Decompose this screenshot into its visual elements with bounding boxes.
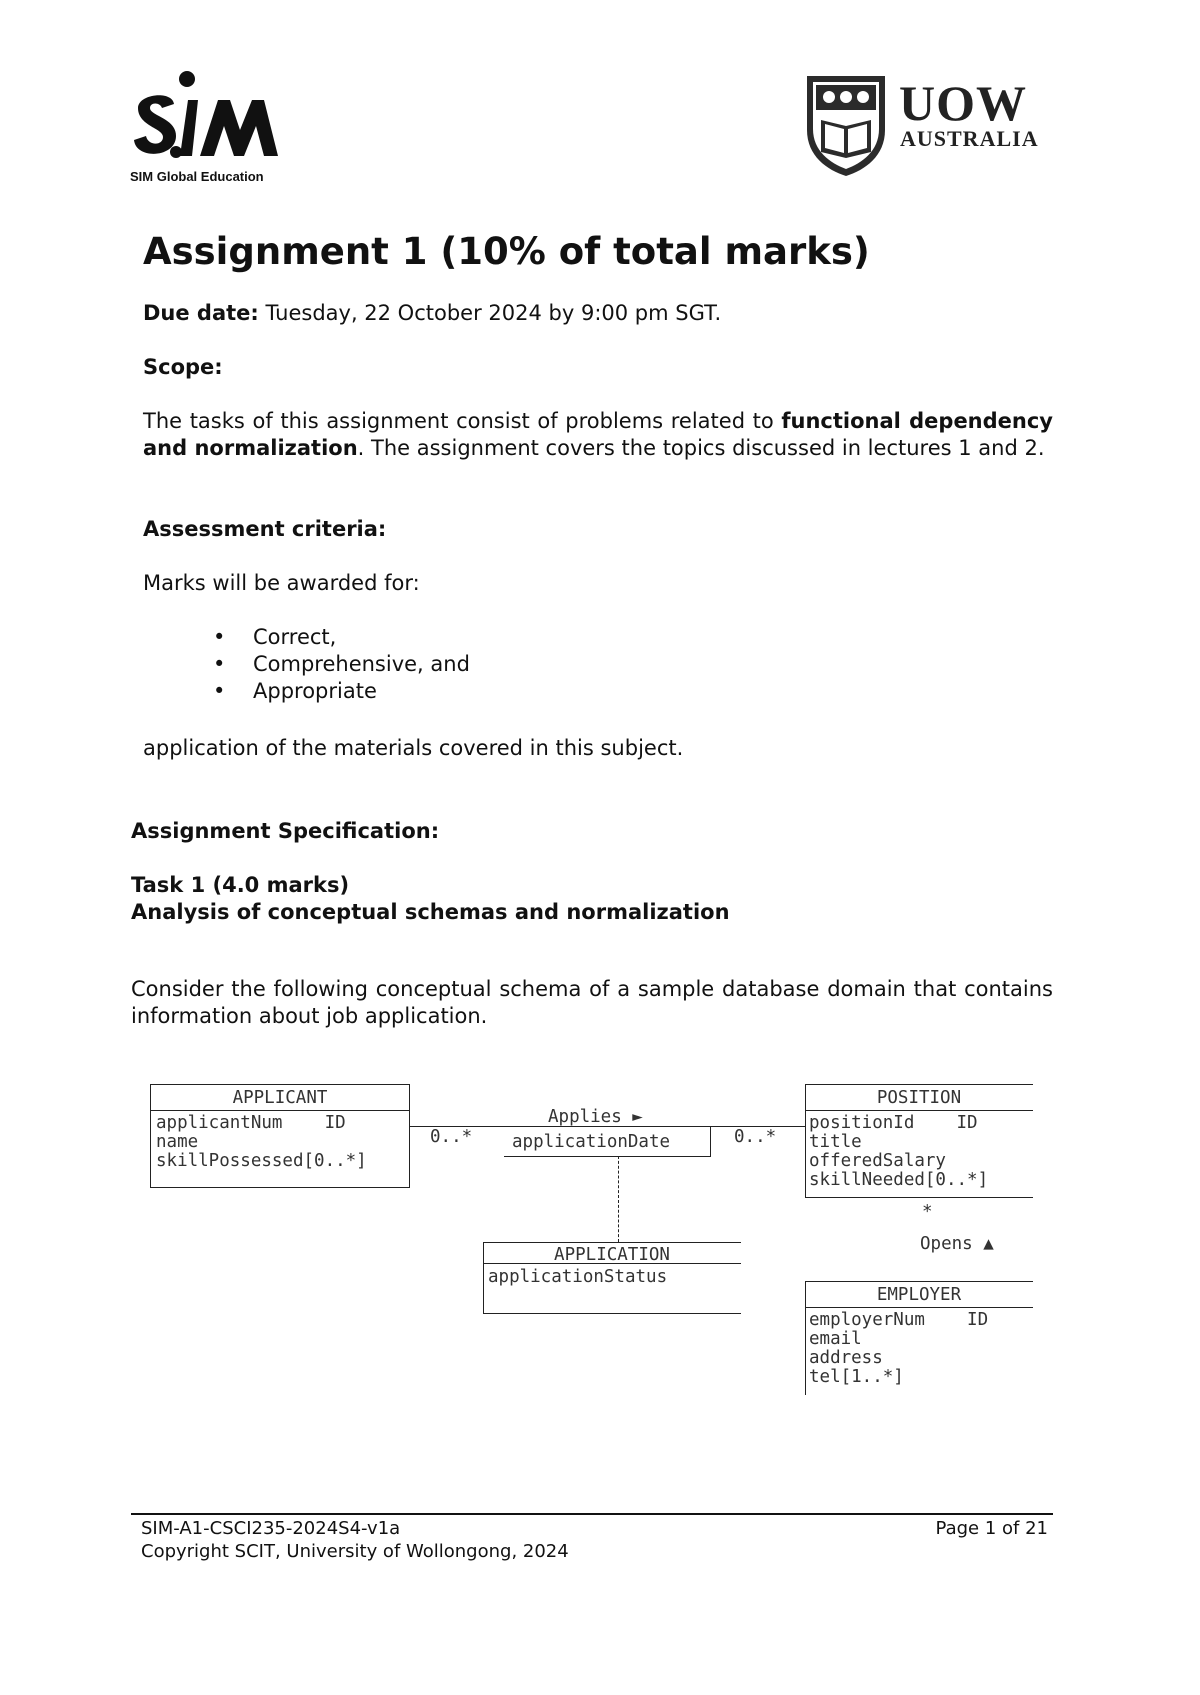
applicant-class xyxy=(150,1084,410,1188)
position-attr: skillNeeded[0..*] xyxy=(809,1170,989,1190)
employer-attr: email xyxy=(809,1329,862,1349)
scope-text-before: The tasks of this assignment consist of problems related to xyxy=(143,409,782,433)
criteria-list xyxy=(143,624,843,705)
scope-paragraph xyxy=(143,408,1053,462)
list-item: • Correct, xyxy=(143,624,843,651)
application-class-name: APPLICATION xyxy=(554,1245,670,1265)
employer-class-name: EMPLOYER xyxy=(876,1285,962,1305)
criteria-heading xyxy=(143,516,386,543)
criteria-heading-text: Assessment criteria: xyxy=(143,517,387,541)
position-class xyxy=(805,1084,1033,1085)
position-attr: title xyxy=(809,1132,862,1152)
applies-mult-right: 0..* xyxy=(734,1127,777,1147)
footer-page-number: Page 1 of 21 xyxy=(935,1518,1048,1539)
uow-logo xyxy=(803,72,1063,182)
due-date-value: Tuesday, 22 October 2024 by 9:00 pm SGT. xyxy=(258,301,722,325)
footer-doc-id: SIM-A1-CSCI235-2024S4-v1a xyxy=(141,1518,401,1539)
position-class-name: POSITION xyxy=(876,1088,962,1108)
applicant-attr: applicantNum ID xyxy=(156,1113,346,1133)
applicant-attr: name xyxy=(156,1132,199,1152)
opens-mult: * xyxy=(922,1202,933,1222)
applies-attribute: applicationDate xyxy=(512,1132,671,1152)
task-title xyxy=(131,872,349,899)
task-subtitle-text: Analysis of conceptual schemas and normalization xyxy=(131,900,730,924)
applies-association-line xyxy=(410,1126,806,1127)
uow-crest-icon xyxy=(803,72,889,178)
application-class xyxy=(483,1242,741,1243)
employer-attr: employerNum ID xyxy=(809,1310,989,1330)
position-attr: positionId ID xyxy=(809,1113,978,1133)
applies-label: Applies ► xyxy=(548,1107,643,1127)
scope-heading xyxy=(143,354,223,381)
applicant-attr: skillPossessed[0..*] xyxy=(156,1151,367,1171)
applicant-class-name: APPLICANT xyxy=(232,1088,328,1108)
uow-subtitle: AUSTRALIA xyxy=(900,126,1039,151)
task-title-text: Task 1 (4.0 marks) xyxy=(131,873,350,897)
employer-class xyxy=(805,1281,1033,1282)
sim-logo-caption: SIM Global Education xyxy=(130,169,264,184)
footer-rule xyxy=(131,1513,1053,1515)
list-item: • Comprehensive, and xyxy=(143,651,843,678)
uow-title: UOW xyxy=(899,75,1027,131)
application-attr: applicationStatus xyxy=(488,1267,668,1287)
criteria-intro: Marks will be awarded for: xyxy=(143,571,420,595)
employer-attr: address xyxy=(809,1348,883,1368)
footer-copyright: Copyright SCIT, University of Wollongong, 2024 xyxy=(141,1541,569,1562)
scope-heading-text: Scope: xyxy=(143,355,223,379)
task-subtitle xyxy=(131,899,730,926)
association-class-link xyxy=(618,1156,619,1242)
criteria-outro: application of the materials covered in this subject. xyxy=(143,736,684,760)
sim-logo xyxy=(130,70,280,185)
applies-mult-left: 0..* xyxy=(430,1127,473,1147)
opens-label: Opens ▲ xyxy=(920,1234,994,1254)
scope-text-after: . The assignment covers the topics discussed in lectures 1 and 2. xyxy=(357,436,1045,460)
due-date-label: Due date: xyxy=(143,301,259,325)
employer-attr: tel[1..*] xyxy=(809,1367,904,1387)
due-date-line xyxy=(143,300,1053,327)
spec-heading-text: Assignment Specification: xyxy=(131,819,440,843)
list-item: • Appropriate xyxy=(143,678,843,705)
spec-heading xyxy=(131,818,439,845)
sim-logo-mark xyxy=(130,70,280,165)
task-intro: Consider the following conceptual schema of a sample database domain that contains information about job application. xyxy=(131,977,1053,1028)
scope-text-bold: functional dependency and normalization xyxy=(143,409,1053,460)
page-title: Assignment 1 (10% of total marks) xyxy=(143,230,870,273)
position-attr: offeredSalary xyxy=(809,1151,946,1171)
